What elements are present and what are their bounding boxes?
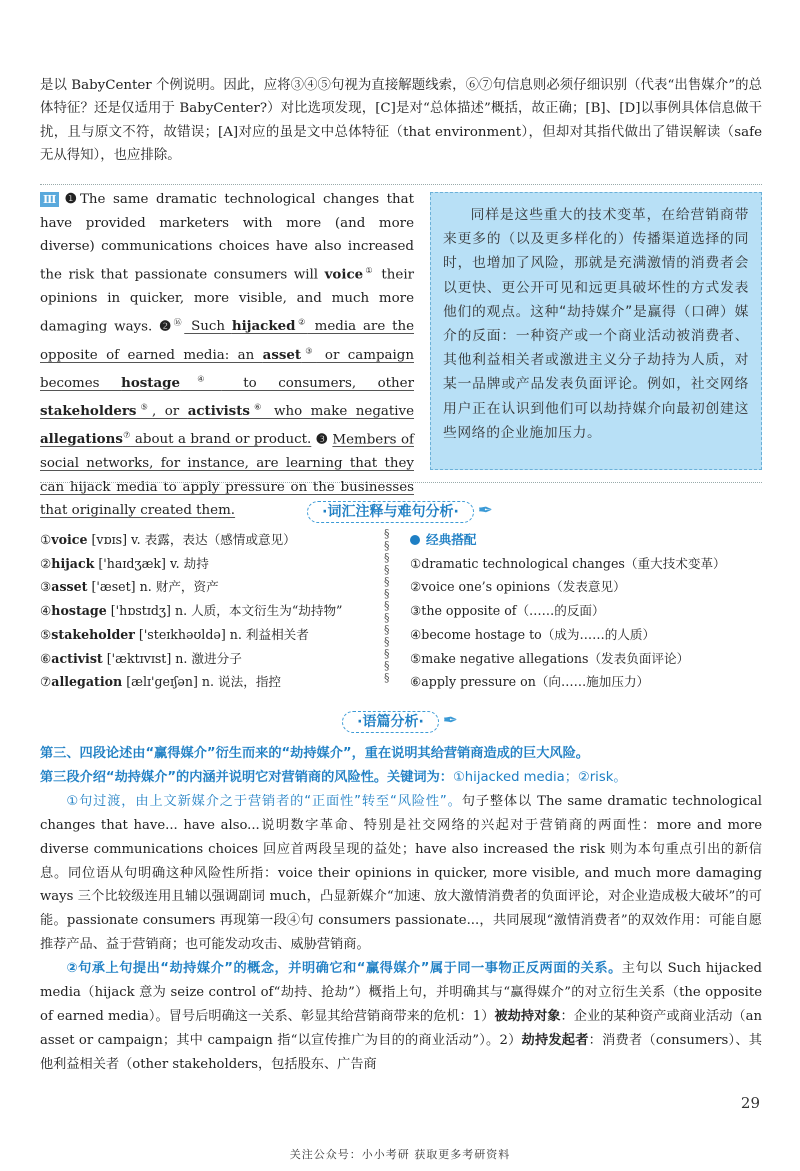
- sentence-number: ❶: [61, 191, 80, 207]
- vocab-banner: [280, 500, 520, 522]
- discourse-analysis: [40, 742, 762, 1077]
- sentence-number: ❷: [159, 318, 174, 335]
- bullet-icon: [410, 535, 420, 545]
- vocab-item: ③asset ['æset] n. 财产，资产: [40, 579, 219, 595]
- top-paragraph: 是以 BabyCenter 个例说明。因此，应将③④⑤句视为直接解题线索，⑥⑦句信息则必须仔细识别（代表“出售媒介”的总体特征？还是仅适用于 BabyCenter?）对比选项发现，[C]是对“总体描述”概括，故正确；[B]、[D]以事例具体信息做干扰，且与原文不符，故错误；[A]对应的虽是文中总体特征（that environment），但却对其指代做出了错误解读（safe 无从得知），也应排除。: [40, 78, 762, 163]
- sentence-1: The same dramatic technological changes that have provided marketers with more (and more diverse) communications choices have also increased the risk that passionate consumers will: [40, 192, 414, 283]
- divider: [40, 482, 762, 483]
- analysis-paragraph: ②句承上句提出“劫持媒介”的概念，并明确它和“赢得媒介”属于同一事物正反两面的关系。主句以 Such hijacked media（hijack 意为 seize control of“劫持、抢劫”）概指上句，并明确其与“赢得媒介”的对立衍生关系（the opposite of earned media）。冒号后明确这一关系、彰显其给营销商带来的危机：1）被劫持对象：企业的某种资产或商业活动（an asset or campaign；其中 campaign 指“以宣传推广为目的的商业活动”）。2）劫持发起者：消费者（consumers）、其他利益相关者（other stakeholders，包括股东、广告商: [40, 961, 762, 1072]
- collocation-item: ②voice one’s opinions（发表意见）: [410, 579, 626, 595]
- collocation-title: 经典搭配: [410, 528, 762, 552]
- analysis-heading: 第三、四段论述由“赢得媒介”衍生而来的“劫持媒介”，重在说明其给营销商造成的巨大风险。: [40, 746, 589, 761]
- collocation-item: ④become hostage to（成为……的人质）: [410, 626, 656, 642]
- vocab-item: ②hijack ['haɪdʒæk] v. 劫持: [40, 555, 209, 571]
- collocation-list: [410, 528, 762, 694]
- analysis-banner: [280, 710, 520, 732]
- analysis-paragraph: ①句过渡，由上文新媒介之于营销者的“正面性”转至“风险性”。句子整体以 The same dramatic technological changes that have... have also...说明数字革命、特别是社交网络的兴起对于营销商的两面性：more and more diverse communications choices 回应首两段呈现的益处；have also increased the risk 则为本句重点引出的新信息。同位语从句明确这种风险性所指：voice their opinions in quicker, more visible, and much more damaging ways 三个比较级连用且辅以强调副词 much，凸显新媒介“加速、放大激情消费者的负面评论，对企业造成极大破坏”的可能。passionate consumers 再现第一段④句 consumers passionate...，共同展现“激情消费者”的双效作用：可能自愿推荐产品、益于营销商；也可能发动攻击、威胁营销商。: [40, 793, 762, 953]
- sentence-3: Members of social networks, for instance, are learning that they can hijack media to apply pressure on the businesses that originally created them.: [40, 432, 414, 519]
- analysis-banner-title: ·语篇分析·: [342, 711, 439, 733]
- vocab-item: ①voice [vɒɪs] v. 表露，表达（感情或意见）: [40, 532, 296, 547]
- vocab-item: ⑥activist ['æktɪvɪst] n. 激进分子: [40, 650, 242, 666]
- collocation-item: ⑥apply pressure on（向……施加压力）: [410, 674, 650, 690]
- collocation-item: ⑤make negative allegations（发表负面评论）: [410, 650, 690, 666]
- sentence-2: Such hijacked② media are the opposite of earned media: an asset③ or campaign becomes hostage④ to consumers, other stakeholders⑤, or activists⑥ who make negative allegations⑦ about a brand or product.: [40, 317, 415, 448]
- sentence-number: ❸: [315, 431, 328, 448]
- vocab-item: ④hostage ['hɒstɪdʒ] n. 人质，本文衍生为“劫持物”: [40, 603, 343, 619]
- vocab-banner-title: ·词汇注释与难句分析·: [307, 501, 474, 523]
- english-passage: [40, 188, 414, 523]
- vocab-list: [40, 528, 380, 694]
- sentence-1-end: their opinions in quicker, more visible, and much more damaging ways.: [40, 267, 415, 335]
- keyword-voice: voice: [324, 266, 364, 283]
- vocab-item: ⑤stakeholder ['steɪkhəʊldə] n. 利益相关者: [40, 626, 309, 642]
- paragraph-label: Ⅲ: [40, 192, 59, 207]
- spiral-divider: § § § § § § § § § § § § §: [384, 527, 390, 684]
- analysis-keywords: 第三段介绍“劫持媒介”的内涵并说明它对营销商的风险性。关键词为：①hijacked media；②risk。: [40, 769, 627, 785]
- chinese-translation-box: 同样是这些重大的技术变革，在给营销商带来更多的（以及更多样化的）传播渠道选择的同时，也增加了风险，那就是充满激情的消费者会以更快、更公开可见和远更具破坏性的方式发表他们的观点。这种“劫持媒介”是赢得（口碑）媒介的反面：一种资产或一个商业活动被消费者、其他利益相关者或激进主义分子劫持为人质，对某一品牌或产品发表负面评论。例如，社交网络用户正在认识到他们可以劫持媒介向最初创建这些网络的企业施加压力。: [430, 192, 762, 470]
- collocation-item: ①dramatic technological changes（重大技术变革）: [410, 555, 726, 571]
- vocab-item: ⑦allegation [ælɪ'geɪʃən] n. 说法，指控: [40, 674, 282, 690]
- quill-icon: ✒: [442, 710, 458, 731]
- divider: [40, 184, 762, 185]
- quill-icon: ✒: [477, 500, 493, 521]
- footer-note: 关注公众号：小小考研 获取更多考研资料: [289, 1148, 511, 1161]
- page-number: 29: [740, 1094, 760, 1112]
- note-ref: ⑯: [173, 317, 185, 327]
- collocation-item: ③the opposite of（……的反面）: [410, 603, 605, 619]
- note-ref: ①: [363, 266, 375, 276]
